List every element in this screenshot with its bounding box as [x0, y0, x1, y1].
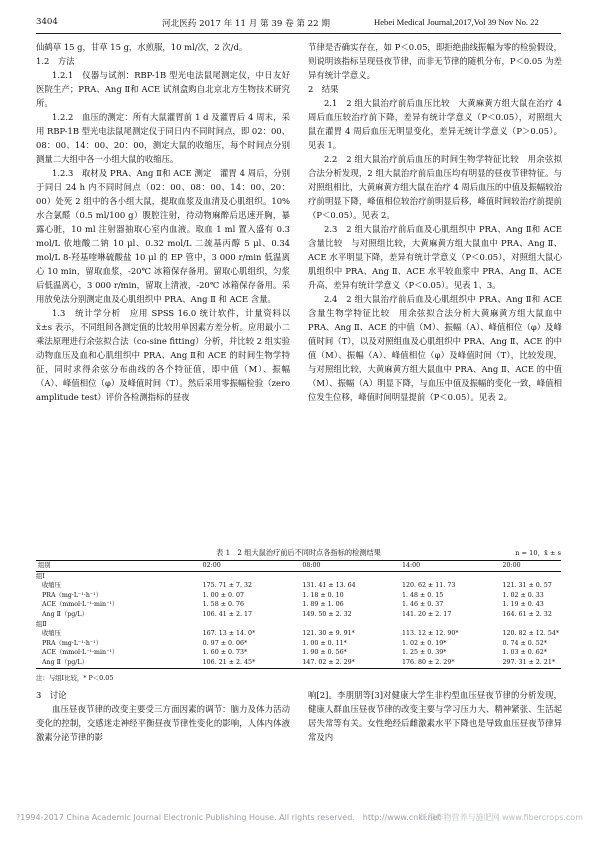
row-label: ACE（mmol·L⁻¹·min⁻¹） [42, 649, 119, 657]
table-cell: 1. 18 ± 0. 10 [302, 591, 344, 599]
table-cell: 131. 41 ± 13. 64 [302, 582, 356, 590]
paragraph: 2.2 2 组大鼠治疗前后血压的时间生物学特征比较 用余弦拟合法分析发现，2 组大鼠治疗前后血压均有明显的昼夜节律特征。与对照组相比，大黄麻黄方组大鼠在治疗 4 周后血压的中值及振幅较治疗前明显下降，峰值相位较治疗前明显后移，峰值时间较治疗前提前（P＜0.05）。见表 2。 [308, 154, 562, 220]
table-cell: 106. 21 ± 2. 45* [202, 658, 256, 666]
table-cell: 297. 31 ± 2. 21* [502, 658, 555, 666]
table-cell: 167. 13 ± 14. 0* [202, 630, 256, 638]
group-row [36, 571, 561, 581]
table-cell: 121. 30 ± 9. 91* [302, 630, 355, 638]
table-cell: 120. 82 ± 12. 54* [502, 630, 559, 638]
table-cell: 147. 02 ± 2. 29* [302, 658, 355, 666]
column-header: 14:00 [401, 562, 421, 569]
row-label: ACE（mmol·L⁻¹·min⁻¹） [42, 601, 119, 609]
journal-title-en: Hebei Medical Journal,2017,Vol 39 Nov No. 22 [374, 17, 539, 27]
right-column [308, 40, 562, 404]
section-heading: 1.2 方法 [36, 56, 75, 66]
table-title: 表 1 2 组大鼠治疗前后不同时点各指标的检测结果 [216, 548, 381, 557]
table-cell: 1. 90 ± 0. 56* [302, 649, 347, 657]
table-cell: 113. 12 ± 12. 90* [401, 630, 459, 638]
discussion-left-column [36, 688, 290, 744]
table-cell: 1. 25 ± 0. 39* [401, 649, 447, 657]
paragraph: 2.1 2 组大鼠治疗前后血压比较 大黄麻黄方组大鼠在治疗 4 周后血压较治疗前下降，差异有统计学意义（P＜0.05），对照组大鼠在灌胃 4 周后血压无明显变化，差异无统计学意义（P＞0.05）。见表 1。 [308, 98, 562, 150]
table-cell: 164. 61 ± 2. 32 [502, 610, 552, 618]
table-cell: 1. 89 ± 1. 06 [302, 601, 344, 609]
table-cell: 176. 80 ± 2. 29* [401, 658, 455, 666]
section-heading: 3 讨论 [36, 690, 67, 700]
paragraph: 仙鹤草 15 g，甘草 15 g，水煎服，10 ml/次，2 次/d。 [36, 42, 248, 52]
column-header: 02:00 [202, 562, 221, 569]
discussion-right-column [308, 688, 562, 744]
table-row [36, 610, 561, 620]
table-cell: 141. 20 ± 2. 17 [401, 610, 452, 618]
table-cell: 1. 03 ± 0. 62* [502, 649, 547, 657]
column-header: 08:00 [302, 562, 321, 569]
row-label: Ang Ⅱ（pg/L） [42, 658, 88, 666]
table-cell: 106. 41 ± 2. 17 [202, 610, 253, 618]
table-title-row [36, 546, 561, 560]
copyright-footer: ?1994-2017 China Academic Journal Electronic Publishing House. All rights reserved. http://www.cnki.net [16, 813, 441, 822]
table-cell: 1. 00 ± 0. 11* [302, 639, 347, 647]
table-cell: 1. 58 ± 0. 76 [202, 601, 244, 609]
group-label: 组Ⅱ [36, 620, 47, 628]
paragraph: 1.3 统计学分析 应用 SPSS 16.0 统计软件，计量资料以 x̄±s 表示，不同组间各测定值的比较用单因素方差分析。应用最小二乘法原理进行余弦拟合法（co-sine fitting）分析，并比较 2 组实验动物血压及血和心肌组织中 PRA、Ang Ⅱ和 ACE 的时间生物学特征，同时求得余弦分布曲线的各个特征值，即中值（M）、振幅（A）、峰值相位（φ）及峰值时间（T）。然后采用零振幅检验（zero amplitude test）评价各检测指标的昼夜 [36, 308, 290, 402]
paragraph: 1.2.2 血压的测定：所有大鼠灌胃前 1 d 及灌胃后 4 周末，采用 RBP-1B 型光电法鼠尾测定仪于同日内不同时间点，即 02：00、08：00、14：00、20：00，测定大鼠的收缩压，每个时间点分别测量二大组中各一小组大鼠的收缩压。 [36, 112, 290, 164]
table-footnote: 注：与组Ⅰ比较，* P＜0.05 [36, 673, 114, 682]
table-cell: 1. 00 ± 0. 07 [202, 591, 244, 599]
table-cell: 120. 62 ± 11. 73 [401, 582, 456, 590]
paragraph: 1.2.1 仪器与试剂：RBP-1B 型光电法鼠尾测定仪，中日友好医院生产；PRA、Ang Ⅱ和 ACE 试剂盒购自北京北方生物技术研究所。 [36, 70, 290, 108]
row-label: 收缩压 [42, 630, 61, 638]
results-table [36, 546, 561, 682]
table-cell: 0. 97 ± 0. 06* [202, 639, 248, 647]
table-cell: 175. 71 ± 7. 32 [202, 582, 253, 590]
table-cell: 149. 50 ± 2. 32 [302, 610, 352, 618]
group-row [36, 620, 561, 630]
group-label: 组Ⅰ [36, 572, 45, 580]
table-cell: 1. 02 ± 0. 33 [502, 591, 544, 599]
column-header: 组别 [38, 562, 51, 569]
row-label: Ang Ⅱ（pg/L） [42, 610, 88, 618]
section-heading: 2 结果 [308, 84, 339, 94]
watermark: 纤维作物营养与施肥网 www.fibercrops.com [419, 813, 583, 822]
table-row [36, 600, 561, 610]
page-number: 3404 [36, 17, 58, 27]
table-cell: 0. 74 ± 0. 52* [502, 639, 547, 647]
table-row [36, 648, 561, 658]
table-header-row [36, 561, 561, 572]
paragraph: 1.2.3 取材及 PRA、Ang Ⅱ和 ACE 测定 灌胃 4 周后，分别于同日 24 h 内不同时间点（02：00、08：00、14：00、20：00）处死 2 组中的各小组大鼠，提取血浆及血清及心肌组织。10% 水合氯醛（0.5 ml/100 g）腹腔注射，待动物麻醉后迅速开胸，暴露心脏，10 ml 注射器抽取心室内血液。取血 1 ml 置入盛有 0.3 mol/L 依地酸二钠 10 μl、0.32 mol/L 二巯基丙醇 5 μl、0.34 mol/L 8-羟基喹啉硫酸盐 10 μl 的 EP 管中，3 000 r/min 低温离心 10 min，留取血浆，-20℃ 冰箱保存备用。留取心肌组织，匀浆后低温离心，3 000 r/min，留取上清液，-20℃ 冰箱保存备用。采用放免法分别测定血及心肌组织中 PRA、Ang Ⅱ 和 ACE 含量。 [36, 168, 290, 304]
table-cell: 1. 46 ± 0. 37 [401, 601, 444, 609]
paragraph: 节律是否确实存在，如 P＜0.05，即拒绝曲线振幅为零的检验假设，则说明该指标呈现昼夜节律，而非无节律的随机分布，P＜0.05 为差异有统计学意义。 [308, 42, 562, 80]
table-cell: 1. 60 ± 0. 73* [202, 649, 248, 657]
header-rule [36, 33, 561, 34]
table-cell: 1. 02 ± 0. 19* [401, 639, 447, 647]
paragraph: 血压昼夜节律的改变主要受三方面因素的调节：脑力及体力活动变化的控制，交感迷走神经平衡昼夜节律性变化的影响，人体内体液激素分泌节律的影 [36, 704, 290, 742]
table-row [36, 629, 561, 639]
paragraph: 2.4 2 组大鼠治疗前后血及心肌组织中 PRA、Ang Ⅱ和 ACE 含量生物学特征比较 用余弦拟合法分析大黄麻黄方组大鼠血中 PRA、Ang Ⅱ、ACE 的中值（M）、振幅（A）、峰值相位（φ）及峰值时间（T），以及对照组血及心肌组织中 PRA、Ang Ⅱ、ACE 的中值（M）、振幅（A）、峰值相位（φ）及峰值时间（T），比较发现，与对照组比较，大黄麻黄方组大鼠血中 PRA、Ang Ⅱ、ACE 的中值（M）、振幅（A）明显下降，与血压中值及振幅的变化一致，峰值相位发生位移，峰值时间明显提前（P＜0.05）。见表 2。 [308, 294, 562, 402]
paragraph: 2.3 2 组大鼠治疗前后血及心肌组织中 PRA、Ang Ⅱ和 ACE 含量比较 与对照组比较，大黄麻黄方组大鼠血中 PRA、Ang Ⅱ、ACE 水平明显下降，差异有统计学意义（P＜0.05），对照组大鼠心肌组织中 PRA、Ang Ⅱ、ACE 水平较血浆中 PRA、Ang Ⅱ、ACE 升高，差异有统计学意义（P＜0.05）。见表 1、3。 [308, 224, 562, 290]
table-cell: 121. 31 ± 0. 57 [502, 582, 552, 590]
table-cell: 1. 19 ± 0. 43 [502, 601, 544, 609]
journal-title-cn: 河北医药 2017 年 11 月 第 39 卷 第 22 期 [162, 19, 330, 29]
data-table [36, 560, 561, 669]
row-label: PRA（mg·L⁻¹·h⁻¹） [42, 591, 103, 599]
left-column [36, 40, 290, 404]
table-row [36, 639, 561, 649]
row-label: 收缩压 [42, 582, 61, 590]
table-row [36, 658, 561, 668]
paragraph: 响[2]。李朋朋等[3]对健康大学生非杓型血压昼夜节律的分析发现，健康人群血压昼夜节律的改变主要与学习压力大、精神紧张、生活起居失常等有关。女性绝经后雌激素水平下降也是导致血压昼夜节律异常及内 [308, 690, 562, 742]
table-row [36, 591, 561, 601]
table-row [36, 581, 561, 591]
table-cell: 1. 48 ± 0. 15 [401, 591, 444, 599]
column-header: 20:00 [502, 562, 521, 569]
table-note: n = 10，x̄ ± s [515, 549, 561, 557]
row-label: PRA（mg·L⁻¹·h⁻¹） [42, 639, 103, 647]
